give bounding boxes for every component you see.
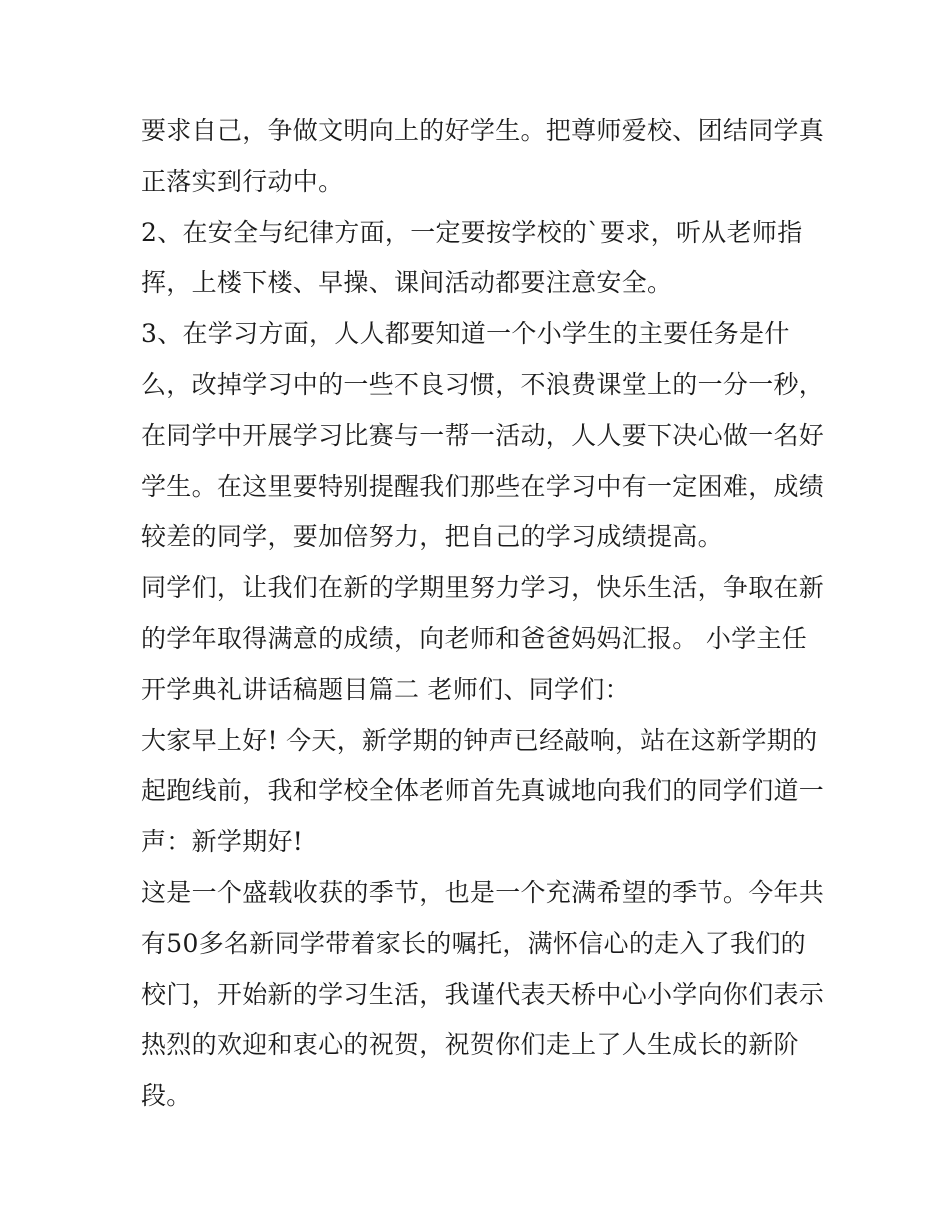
text-line: 有50多名新同学带着家长的嘱托，满怀信心的走入了我们的 [141, 928, 806, 958]
text-line: 校门，开始新的学习生活，我谨代表天桥中心小学向你们表示 [141, 979, 825, 1009]
text-line: 声：新学期好! [141, 827, 304, 857]
text-line: 大家早上好! 今天，新学期的钟声已经敲响，站在这新学期的 [141, 725, 818, 755]
text-line: 较差的同学，要加倍努力，把自己的学习成绩提高。 [141, 522, 723, 552]
text-line: 这是一个盛载收获的季节，也是一个充满希望的季节。今年共 [141, 877, 825, 907]
text-line: 同学们，让我们在新的学期里努力学习，快乐生活，争取在新 [141, 573, 825, 603]
text-line: 3、在学习方面，人人都要知道一个小学生的主要任务是什 [141, 319, 790, 349]
text-line: 起跑线前，我和学校全体老师首先真诚地向我们的同学们道一 [141, 776, 825, 806]
text-line: 2、在安全与纪律方面，一定要按学校的`要求，听从老师指 [141, 217, 803, 247]
text-line: 开学典礼讲话稿题目篇二 老师们、同学们： [141, 674, 630, 704]
text-line: 学生。在这里要特别提醒我们那些在学习中有一定困难，成绩 [141, 471, 825, 501]
text-line: 要求自己，争做文明向上的好学生。把尊师爱校、团结同学真 [141, 116, 825, 145]
text-line: 么，改掉学习中的一些不良习惯，不浪费课堂上的一分一秒， [141, 369, 825, 399]
body-text [141, 106, 825, 1122]
text-line: 热烈的欢迎和衷心的祝贺，祝贺你们走上了人生成长的新阶 [141, 1030, 799, 1060]
text-line: 在同学中开展学习比赛与一帮一活动，人人要下决心做一名好 [141, 420, 825, 450]
text-line: 段。 [141, 1081, 192, 1111]
text-line: 的学年取得满意的成绩，向老师和爸爸妈妈汇报。 小学主任 [141, 623, 808, 653]
text-line: 正落实到行动中。 [141, 166, 344, 196]
text-line: 挥，上楼下楼、早操、课间活动都要注意安全。 [141, 268, 673, 298]
